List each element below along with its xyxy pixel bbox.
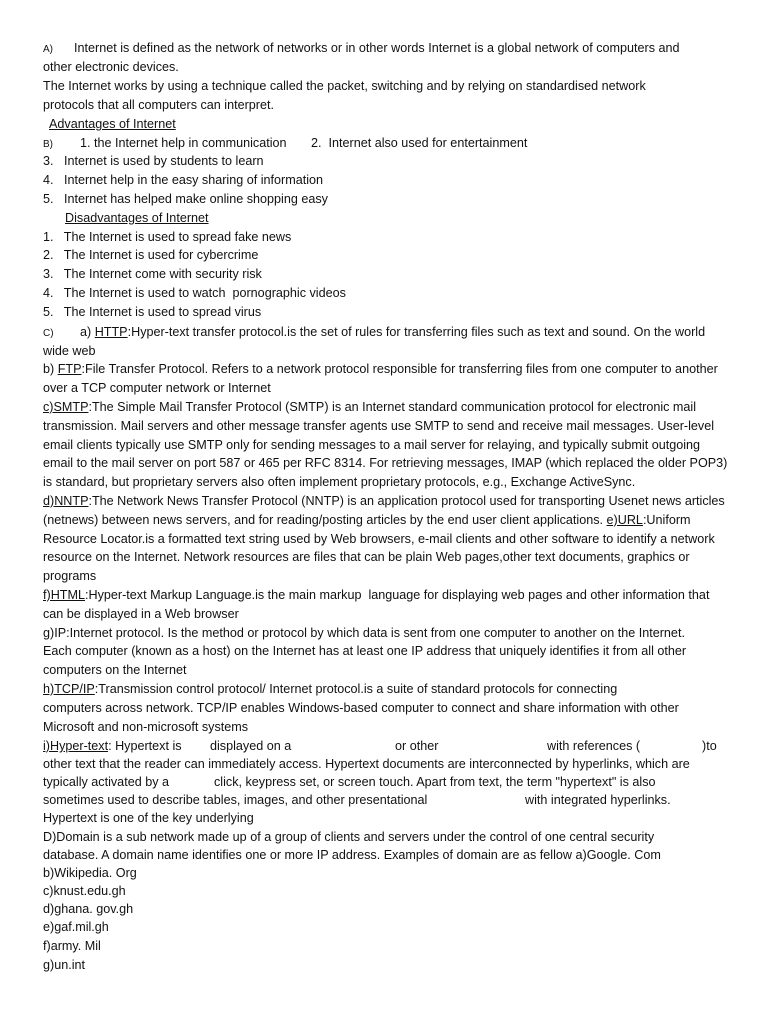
- paragraph-a-line: [43, 39, 680, 59]
- domain-example: b)Wikipedia. Org: [43, 866, 137, 880]
- advantages-heading: Advantages of Internet: [49, 117, 176, 131]
- text-line: other electronic devices.: [43, 60, 179, 74]
- list-item: 1. The Internet is used to spread fake news: [43, 230, 292, 244]
- domain-definition: D)Domain is a sub network made up of a group of clients and servers under the control of one central security: [43, 830, 655, 844]
- term-hypertext: i)Hyper-text: [43, 739, 109, 753]
- text-line: email to the mail server on port 587 or 465 per RFC 8314. For retrieving messages, IMAP (which replaced the older POP3): [43, 456, 728, 470]
- text-line: Microsoft and non-microsoft systems: [43, 720, 249, 734]
- domain-example: g)un.int: [43, 958, 86, 972]
- text-line: wide web: [43, 344, 96, 358]
- list-item: 4. The Internet is used to watch pornographic videos: [43, 286, 346, 300]
- term-ftp: FTP: [57, 362, 82, 376]
- advantage-item-1: 1. the Internet help in communication: [80, 136, 287, 150]
- text-line: Hypertext is one of the key underlying: [43, 811, 254, 825]
- text-line: email clients typically use SMTP only for sending messages to a mail server for relaying, and typically submit outgoing: [43, 438, 701, 452]
- text-line: computers across network. TCP/IP enables Windows-based computer to connect and share information with other: [43, 701, 679, 715]
- term-tcpip: h)TCP/IP: [43, 682, 95, 696]
- ip-definition: g)IP:Internet protocol. Is the method or protocol by which data is sent from one computer to another on the Internet.: [43, 626, 685, 640]
- list-item: 4. Internet help in the easy sharing of information: [43, 173, 324, 187]
- domain-example: e)gaf.mil.gh: [43, 920, 109, 934]
- term-smtp: c)SMTP: [43, 400, 89, 414]
- text-line: can be displayed in a Web browser: [43, 607, 239, 621]
- text-line: Each computer (known as a host) on the Internet has at least one IP address that uniquely identifies it from all other: [43, 644, 687, 658]
- text-line: Resource Locator.is a formatted text string used by Web browsers, e-mail clients and other software to identify a network: [43, 532, 715, 546]
- list-item: 5. Internet has helped make online shopping easy: [43, 192, 328, 206]
- smtp-definition: c)SMTP:The Simple Mail Transfer Protocol (SMTP) is an Internet standard communication protocol for electronic mail: [43, 400, 697, 414]
- html-definition: f)HTML:Hyper-text Markup Language.is the main markup language for displaying web pages and other information that: [43, 588, 710, 602]
- nntp-definition: d)NNTP:The Network News Transfer Protocol (NNTP) is an application protocol used for transporting Usenet news articles: [43, 494, 725, 508]
- hypertext-definition: i)Hyper-text: Hypertext is: [43, 739, 182, 753]
- term-html: f)HTML: [43, 588, 85, 602]
- list-item: 2. The Internet is used for cybercrime: [43, 248, 259, 262]
- list-item: 5. The Internet is used to spread virus: [43, 305, 262, 319]
- text-fragment: click, keypress set, or screen touch. Apart from text, the term "hypertext" is also: [214, 775, 656, 789]
- section-label-a: A): [43, 44, 53, 55]
- text-line: The Internet works by using a technique called the packet, switching and by relying on standardised network: [43, 79, 646, 93]
- text-line: database. A domain name identifies one or more IP address. Examples of domain are as fellow a)Google. Com: [43, 848, 661, 862]
- list-item: 3. The Internet come with security risk: [43, 267, 262, 281]
- section-label-b: B): [43, 139, 53, 150]
- url-definition: (netnews) between news servers, and for reading/posting articles by the end user client applications. e)URL:Uniform: [43, 513, 691, 527]
- text-line: other text that the reader can immediately access. Hypertext documents are interconnected by hyperlinks, which are: [43, 757, 690, 771]
- disadvantages-heading: Disadvantages of Internet: [65, 211, 209, 225]
- ftp-definition: b) FTP:File Transfer Protocol. Refers to a network protocol responsible for transferring files from one computer to another: [43, 362, 718, 376]
- advantages-line-1: [43, 134, 53, 154]
- http-line: [43, 323, 54, 343]
- tcpip-definition: h)TCP/IP:Transmission control protocol/ Internet protocol.is a suite of standard protocols for connecting: [43, 682, 618, 696]
- text-line: over a TCP computer network or Internet: [43, 381, 271, 395]
- text-line: transmission. Mail servers and other message transfer agents use SMTP to send and receive mail messages. User-level: [43, 419, 715, 433]
- text-line: computers on the Internet: [43, 663, 187, 677]
- domain-example: f)army. Mil: [43, 939, 101, 953]
- text-fragment: or other: [395, 739, 439, 753]
- text-fragment: )to: [702, 739, 717, 753]
- advantage-item-2: 2. Internet also used for entertainment: [311, 136, 528, 150]
- text-line: resource on the Internet. Network resources are files that can be plain Web pages,other text documents, graphics or: [43, 550, 690, 564]
- text-line: programs: [43, 569, 97, 583]
- http-definition: a) HTTP:Hyper-text transfer protocol.is the set of rules for transferring files such as text and sound. On the world: [80, 325, 706, 339]
- text-line: sometimes used to describe tables, images, and other presentational: [43, 793, 428, 807]
- section-label-c: C): [43, 328, 54, 339]
- term-http: HTTP: [94, 325, 128, 339]
- text-fragment: with integrated hyperlinks.: [525, 793, 671, 807]
- term-nntp: d)NNTP: [43, 494, 89, 508]
- list-item: 3. Internet is used by students to learn: [43, 154, 264, 168]
- domain-example: d)ghana. gov.gh: [43, 902, 134, 916]
- text-line: protocols that all computers can interpret.: [43, 98, 274, 112]
- text-fragment: with references (: [547, 739, 641, 753]
- domain-example: c)knust.edu.gh: [43, 884, 126, 898]
- text-line: is standard, but proprietary servers also often implement proprietary protocols, e.g., Exchange ActiveSync.: [43, 475, 636, 489]
- paragraph-text: Internet is defined as the network of networks or in other words Internet is a global network of computers and: [74, 41, 680, 55]
- text-fragment: displayed on a: [210, 739, 292, 753]
- term-url: e)URL: [606, 513, 643, 527]
- text-line: typically activated by a: [43, 775, 169, 789]
